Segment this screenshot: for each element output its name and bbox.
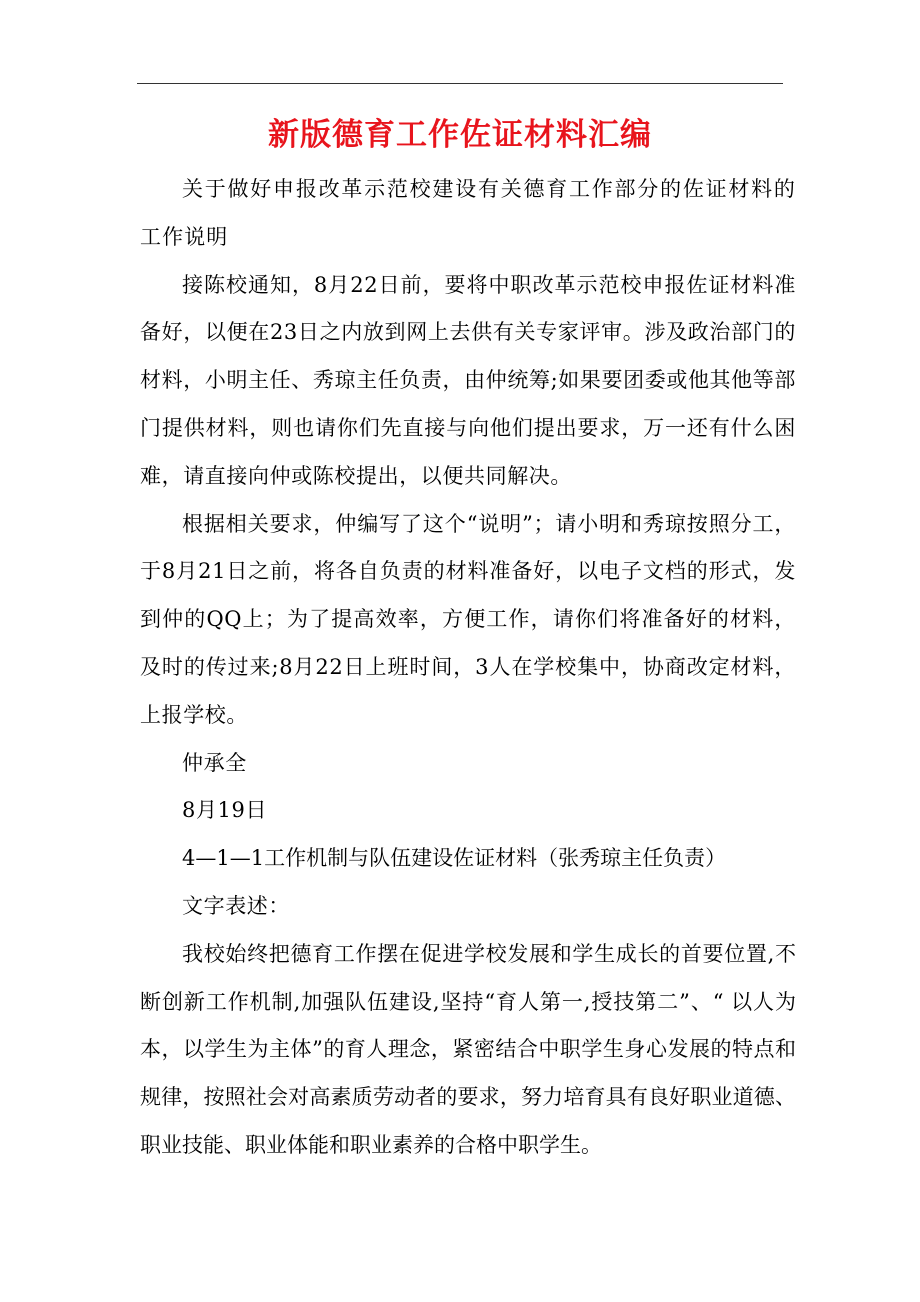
paragraph-school-statement: 我校始终把德育工作摆在促进学校发展和学生成长的首要位置,不断创新工作机制,加强队伍建设,坚持“育人第一,授技第二”、“ 以人为本，以学生为主体”的育人理念，紧密结合中职学生身心发展的特点和规律，按照社会对高素质劳动者的要求，努力培育具有良好职业道德、职业技能、职业体能和职业素养的合格中职学生。 [140, 941, 796, 1157]
paragraph-notice: 接陈校通知，8月22日前，要将中职改革示范校申报佐证材料准备好，以便在23日之内放到网上去供有关专家评审。涉及政治部门的材料，小明主任、秀琼主任负责，由仲统筹;如果要团委或他其他等部门提供材料，则也请你们先直接与向他们提出要求，万一还有什么困难，请直接向仲或陈校提出，以便共同解决。 [140, 272, 796, 488]
paragraph-date: 8月19日 [182, 798, 268, 823]
paragraph-requirements: 根据相关要求，仲编写了这个“说明”；请小明和秀琼按照分工，于8月21日之前，将各自负责的材料准备好，以电子文档的形式，发到仲的QQ上；为了提高效率，方便工作，请你们将准备好的材料，及时的传过来;8月22日上班时间，3人在学校集中，协商改定材料，上报学校。 [140, 511, 796, 727]
paragraph-text-label: 文字表述： [182, 893, 290, 918]
paragraph-work-note-heading: 关于做好申报改革示范校建设有关德育工作部分的佐证材料的工作说明 [140, 177, 796, 249]
header-rule [137, 83, 783, 84]
paragraph-section-heading: 4—1—1工作机制与队伍建设佐证材料（张秀琼主任负责） [182, 846, 727, 871]
document-title: 新版德育工作佐证材料汇编 [268, 117, 652, 153]
paragraph-signature: 仲承全 [182, 750, 247, 775]
document-body [140, 166, 796, 1170]
